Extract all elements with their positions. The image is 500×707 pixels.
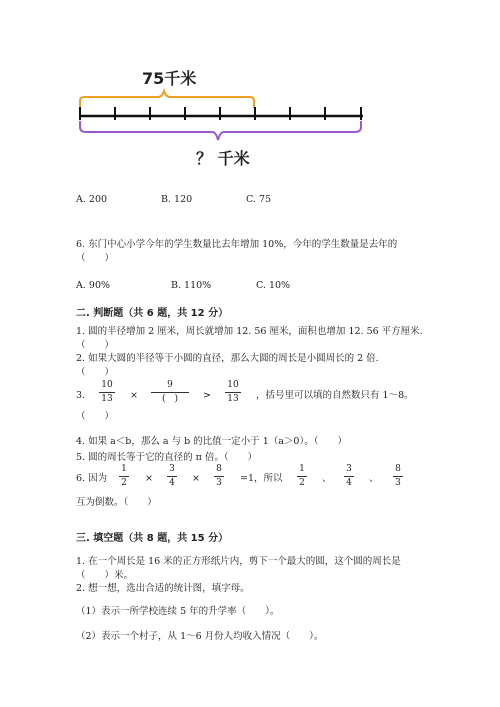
s2-q1-text: 1. 圆的半径增加 2 厘米，周长就增加 12. 56 厘米，面积也增加 12. 56 平方厘米. bbox=[76, 326, 423, 337]
segment-diagram bbox=[0, 0, 500, 200]
q5-option-a: A. 200 bbox=[76, 194, 108, 205]
bottom-brace bbox=[80, 121, 361, 140]
distance-known-label: 75千米 bbox=[142, 69, 197, 88]
s2-q6-times-1: × bbox=[145, 473, 153, 484]
s2-q3-paren: （ ） bbox=[76, 411, 115, 422]
distance-unknown-label: ？ 千米 bbox=[196, 149, 250, 168]
q6-text: 6. 东门中心小学今年的学生数量比去年增加 10%，今年的学生数量是去年的 bbox=[76, 239, 398, 250]
s2-q6-fraction-3: 8 3 bbox=[214, 464, 224, 489]
s3-q1-text: 1. 在一个周长是 16 米的正方形纸片内，剪下一个最大的圆，这个圆的周长是 bbox=[76, 556, 401, 567]
s2-q3-number: 3. bbox=[76, 390, 86, 401]
s2-q6-sep-2: 、 bbox=[369, 473, 379, 484]
s2-q4-text: 4. 如果 a＜b，那么 a 与 b 的比值一定小于 1（a＞0）。（ ） bbox=[76, 436, 347, 447]
s2-q3-fraction-1: 10 13 bbox=[99, 380, 115, 405]
s2-q6-fraction-4: 1 2 bbox=[297, 464, 307, 489]
q6-option-c: C. 10% bbox=[256, 280, 291, 291]
s2-q2-text: 2. 如果大圆的半径等于小圆的直径，那么大圆的周长是小圆周长的 2 倍. bbox=[76, 353, 379, 364]
s3-q2-sub2: （2）表示一个村子，从 1～6 月份人均收入情况（ ）。 bbox=[76, 631, 324, 642]
s3-q1-paren: （ ）米。 bbox=[76, 570, 134, 581]
q5-option-b: B. 120 bbox=[161, 194, 193, 205]
s2-q1-paren: （ ） bbox=[76, 340, 115, 351]
s2-q3-gt: > bbox=[203, 390, 211, 401]
s2-q3-times: × bbox=[130, 390, 138, 401]
s2-q6-line2: 互为倒数。（ ） bbox=[76, 497, 157, 508]
s2-q3-fraction-3: 10 13 bbox=[225, 380, 241, 405]
s2-q6-sep-1: 、 bbox=[322, 473, 332, 484]
q6-paren: （ ） bbox=[76, 253, 115, 264]
s3-q2-text: 2. 想一想，选出合适的统计图，填字母。 bbox=[76, 583, 250, 594]
s2-q3-fraction-2: 9 ( ) bbox=[151, 380, 189, 405]
top-brace bbox=[80, 91, 254, 110]
s2-q6-equals: =1，所以 bbox=[240, 473, 283, 484]
s2-q5-text: 5. 圆的周长等于它的直径的 π 倍。（ ） bbox=[76, 452, 258, 463]
section3-title: 三. 填空题（共 8 题，共 15 分） bbox=[76, 533, 229, 544]
s2-q3-text: ，括号里可以填的自然数只有 1～8。 bbox=[256, 390, 414, 401]
q6-option-b: B. 110% bbox=[171, 280, 212, 291]
s2-q6-fraction-2: 3 4 bbox=[167, 464, 177, 489]
s2-q2-paren: （ ） bbox=[76, 367, 115, 378]
s2-q6-fraction-6: 8 3 bbox=[393, 464, 403, 489]
s2-q6-prefix: 6. 因为 bbox=[76, 473, 108, 484]
section2-title: 二. 判断题（共 6 题，共 12 分） bbox=[76, 308, 229, 319]
q6-option-a: A. 90% bbox=[76, 280, 111, 291]
s2-q6-fraction-1: 1 2 bbox=[119, 464, 129, 489]
s2-q6-times-2: × bbox=[192, 473, 200, 484]
s2-q6-fraction-5: 3 4 bbox=[344, 464, 354, 489]
q5-option-c: C. 75 bbox=[246, 194, 272, 205]
s3-q2-sub1: （1）表示一所学校连续 5 年的升学率（ ）。 bbox=[76, 606, 280, 617]
